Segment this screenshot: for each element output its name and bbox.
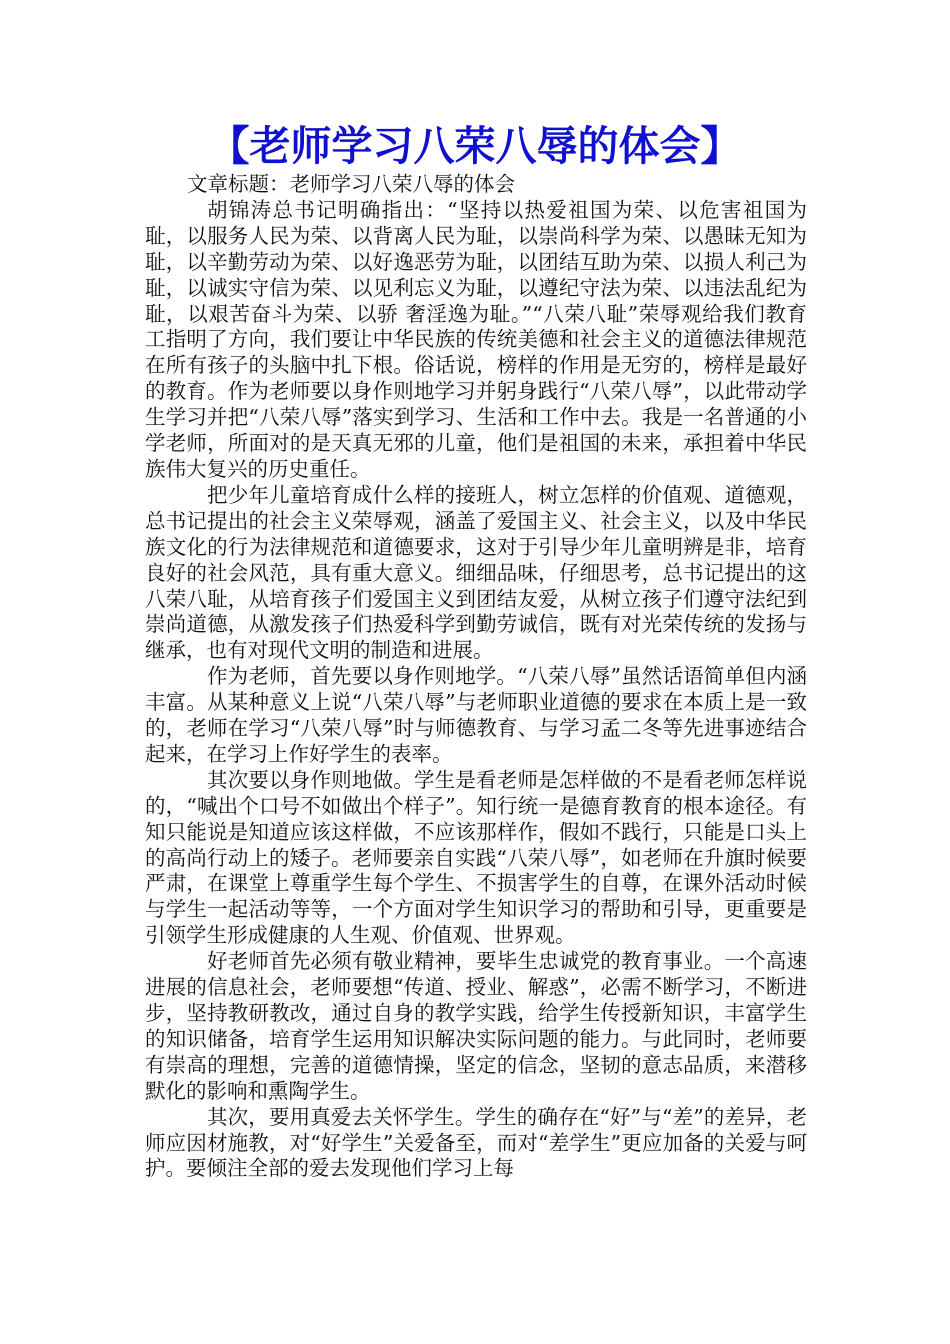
document-title: 【老师学习八荣八辱的体会】: [208, 122, 742, 170]
paragraph: 其次，要用真爱去关怀学生。学生的确存在“好”与“差”的差异，老师应因材施教，对“好学生”关爱备至，而对“差学生”更应加备的关爱与呵护。要倾注全部的爱去发现他们学习上每: [145, 1104, 807, 1181]
paragraph: 其次要以身作则地做。学生是看老师是怎样做的不是看老师怎样说的，“喊出个口号不如做出个样子”。知行统一是德育教育的根本途径。有知只能说是知道应该这样做，不应该那样作，假如不践行，只能是口头上的高尚行动上的矮子。老师要亲自实践“八荣八辱”，如老师在升旗时候要严肃，在课堂上尊重学生每个学生、不损害学生的自尊，在课外活动时候与学生一起活动等等，一个方面对学生知识学习的帮助和引导，更重要是引领学生形成健康的人生观、价值观、世界观。: [145, 767, 807, 948]
article-body: [145, 172, 807, 1182]
article-subtitle: 文章标题：老师学习八荣八辱的体会: [187, 172, 515, 196]
paragraph: 胡锦涛总书记明确指出：“坚持以热爱祖国为荣、以危害祖国为耻，以服务人民为荣、以背离人民为耻，以崇尚科学为荣、以愚昧无知为耻，以辛勤劳动为荣、以好逸恶劳为耻，以团结互助为荣、以损人利己为耻，以诚实守信为荣、以见利忘义为耻，以遵纪守法为荣、以违法乱纪为耻，以艰苦奋斗为荣、以骄 奢淫逸为耻。”“八荣八耻”荣辱观给我们教育工指明了方向，我们要让中华民族的传统美德和社会主义的道德法律规范在所有孩子的头脑中扎下根。俗话说，榜样的作用是无穷的，榜样是最好的教育。作为老师要以身作则地学习并躬身践行“八荣八辱”，以此带动学生学习并把“八荣八辱”落实到学习、生活和工作中去。我是一名普通的小学老师，所面对的是天真无邪的儿童，他们是祖国的未来，承担着中华民族伟大复兴的历史重任。: [145, 197, 807, 481]
paragraph: 把少年儿童培育成什么样的接班人，树立怎样的价值观、道德观，总书记提出的社会主义荣辱观，涵盖了爱国主义、社会主义，以及中华民族文化的行为法律规范和道德要求，这对于引导少年儿童明辨是非，培育良好的社会风范，具有重大意义。细细品味，仔细思考，总书记提出的这八荣八耻，从培育孩子们爱国主义到团结友爱，从树立孩子们遵守法纪到崇尚道德，从激发孩子们热爱科学到勤劳诚信，既有对光荣传统的发扬与继承，也有对现代文明的制造和进展。: [145, 482, 807, 663]
paragraph: 作为老师，首先要以身作则地学。“八荣八辱”虽然话语简单但内涵丰富。从某种意义上说“八荣八辱”与老师职业道德的要求在本质上是一致的，老师在学习“八荣八辱”时与师德教育、与学习孟二冬等先进事迹结合起来，在学习上作好学生的表率。: [145, 664, 807, 766]
paragraph: 好老师首先必须有敬业精神，要毕生忠诚党的教育事业。一个高速进展的信息社会，老师要想“传道、授业、解惑”，必需不断学习，不断进步，坚持教研教改，通过自身的教学实践，给学生传授新知识，丰富学生的知识储备，培育学生运用知识解决实际问题的能力。与此同时，老师要有崇高的理想，完善的道德情操，坚定的信念，坚韧的意志品质，来潜移默化的影响和熏陶学生。: [145, 949, 807, 1103]
